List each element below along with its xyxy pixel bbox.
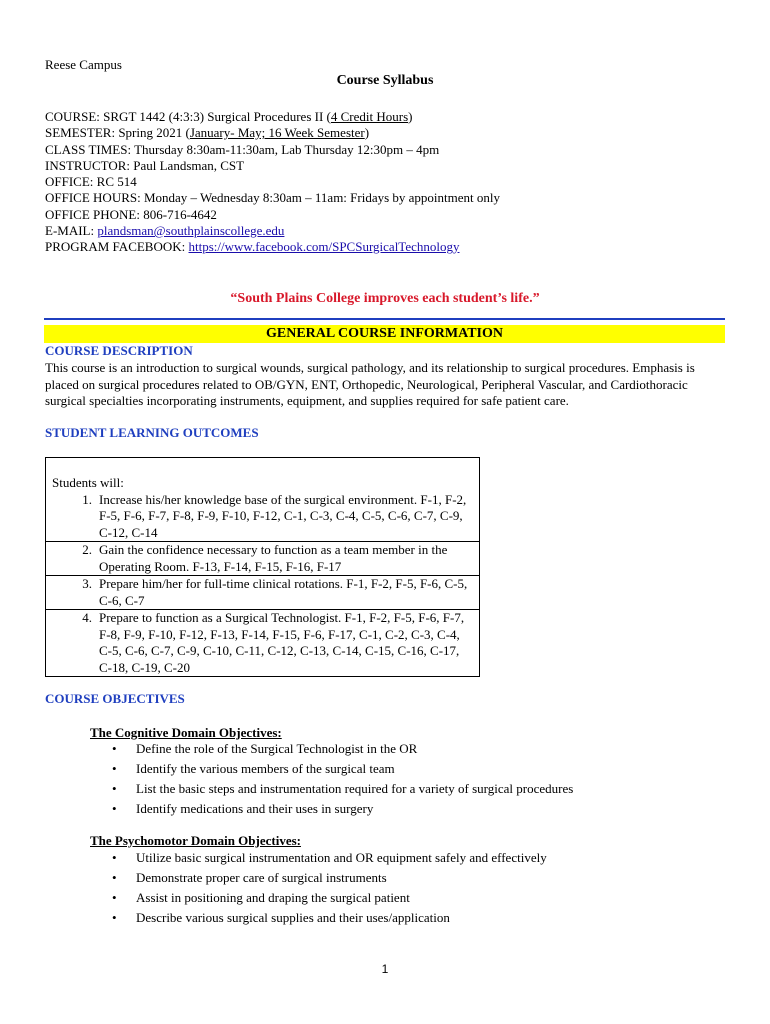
semester-dates: January- May; 16 Week Semester xyxy=(189,125,365,140)
outcome-item xyxy=(52,576,471,609)
email-link[interactable]: plandsman@southplainscollege.edu xyxy=(97,223,285,238)
course-description-text: This course is an introduction to surgical wounds, surgical pathology, and its relationship to surgical procedures. Emphasis is placed on surgical procedures related to OB/GYN, ENT, Orthopedic, Neurological, Peripheral Vascular, and Cardiothoracic surgical specialties incorporating instruments, equipment, and supplies required for safe patient care. xyxy=(45,360,695,408)
outcomes-table xyxy=(45,457,480,677)
facebook-line xyxy=(45,239,460,255)
course-credit: 4 Credit Hours xyxy=(330,109,409,124)
office: OFFICE: RC 514 xyxy=(45,174,137,189)
outcomes-intro: Students will: xyxy=(52,475,124,490)
outcome-text: Gain the confidence necessary to function as a team member in the Operating Room. F-13, F-14, F-15, F-16, F-17 xyxy=(99,542,448,574)
campus-label: Reese Campus xyxy=(45,57,122,72)
page-number: 1 xyxy=(381,962,389,976)
semester-prefix: SEMESTER: Spring 2021 ( xyxy=(45,125,190,140)
email-label: E-MAIL: xyxy=(45,223,98,238)
list-item: • Utilize basic surgical instrumentation and OR equipment safely and effectively xyxy=(112,848,547,868)
cognitive-list xyxy=(112,739,573,819)
list-item: • List the basic steps and instrumentation required for a variety of surgical procedures xyxy=(112,779,573,799)
outcome-text: Increase his/her knowledge base of the surgical environment. F-1, F-2, F-5, F-6, F-7, F-8, F-9, F-10, F-12, C-1, C-3, C-4, C-5, C-6, C-7, C-9, C-12, C-14 xyxy=(99,491,467,540)
outcomes-heading: STUDENT LEARNING OUTCOMES xyxy=(45,425,259,440)
outcome-number: 4. xyxy=(82,610,92,625)
outcome-number: 3. xyxy=(82,576,92,591)
list-item: • Identify medications and their uses in surgery xyxy=(112,799,573,819)
outcome-number: 1. xyxy=(82,491,92,507)
outcome-item xyxy=(52,542,471,575)
outcome-number: 2. xyxy=(82,542,92,557)
instructor: INSTRUCTOR: Paul Landsman, CST xyxy=(45,158,245,173)
table-row xyxy=(46,610,480,677)
facebook-link[interactable]: https://www.facebook.com/SPCSurgicalTechnology xyxy=(188,239,460,254)
email-line xyxy=(45,223,284,239)
page-title: Course Syllabus xyxy=(336,73,434,88)
psychomotor-heading: The Psychomotor Domain Objectives: xyxy=(90,833,301,848)
semester-suffix: ) xyxy=(364,125,370,140)
table-row xyxy=(46,576,480,610)
list-item: • Define the role of the Surgical Technologist in the OR xyxy=(112,739,573,759)
outcome-text: Prepare him/her for full-time clinical rotations. F-1, F-2, F-5, F-6, C-5, C-6, C-7 xyxy=(99,576,468,608)
psychomotor-list xyxy=(112,848,547,928)
college-slogan: “South Plains College improves each student’s life.” xyxy=(230,291,540,306)
table-row xyxy=(46,542,480,576)
facebook-label: PROGRAM FACEBOOK: xyxy=(45,239,189,254)
class-times: CLASS TIMES: Thursday 8:30am-11:30am, Lab Thursday 12:30pm – 4pm xyxy=(45,142,440,157)
list-item: • Identify the various members of the surgical team xyxy=(112,759,573,779)
course-description-heading: COURSE DESCRIPTION xyxy=(45,343,193,358)
table-row xyxy=(46,458,480,542)
list-item: • Assist in positioning and draping the surgical patient xyxy=(112,888,547,908)
cognitive-heading: The Cognitive Domain Objectives: xyxy=(90,725,282,740)
list-item: • Describe various surgical supplies and their uses/application xyxy=(112,908,547,928)
list-item: • Demonstrate proper care of surgical instruments xyxy=(112,868,547,888)
office-hours: OFFICE HOURS: Monday – Wednesday 8:30am – 11am: Fridays by appointment only xyxy=(45,190,501,205)
outcome-item xyxy=(52,492,471,542)
divider xyxy=(44,318,725,320)
semester-line xyxy=(45,125,369,141)
outcome-item xyxy=(52,610,471,676)
office-phone: OFFICE PHONE: 806-716-4642 xyxy=(45,207,217,222)
general-info-heading: GENERAL COURSE INFORMATION xyxy=(44,325,725,343)
course-line xyxy=(45,109,413,125)
outcome-text: Prepare to function as a Surgical Technologist. F-1, F-2, F-5, F-6, F-7, F-8, F-9, F-10, F-12, F-13, F-14, F-15, F-6, F-17, C-1, C-2, C-3, C-4, C-5, C-6, C-7, C-9, C-10, C-11, C-12, C-13, C-14, C-15, C-16, C-17, C-18, C-19, C-20 xyxy=(99,610,465,675)
objectives-heading: COURSE OBJECTIVES xyxy=(45,691,185,706)
course-prefix: COURSE: SRGT 1442 (4:3:3) Surgical Procedures II ( xyxy=(45,109,331,124)
course-suffix: ) xyxy=(408,109,413,124)
